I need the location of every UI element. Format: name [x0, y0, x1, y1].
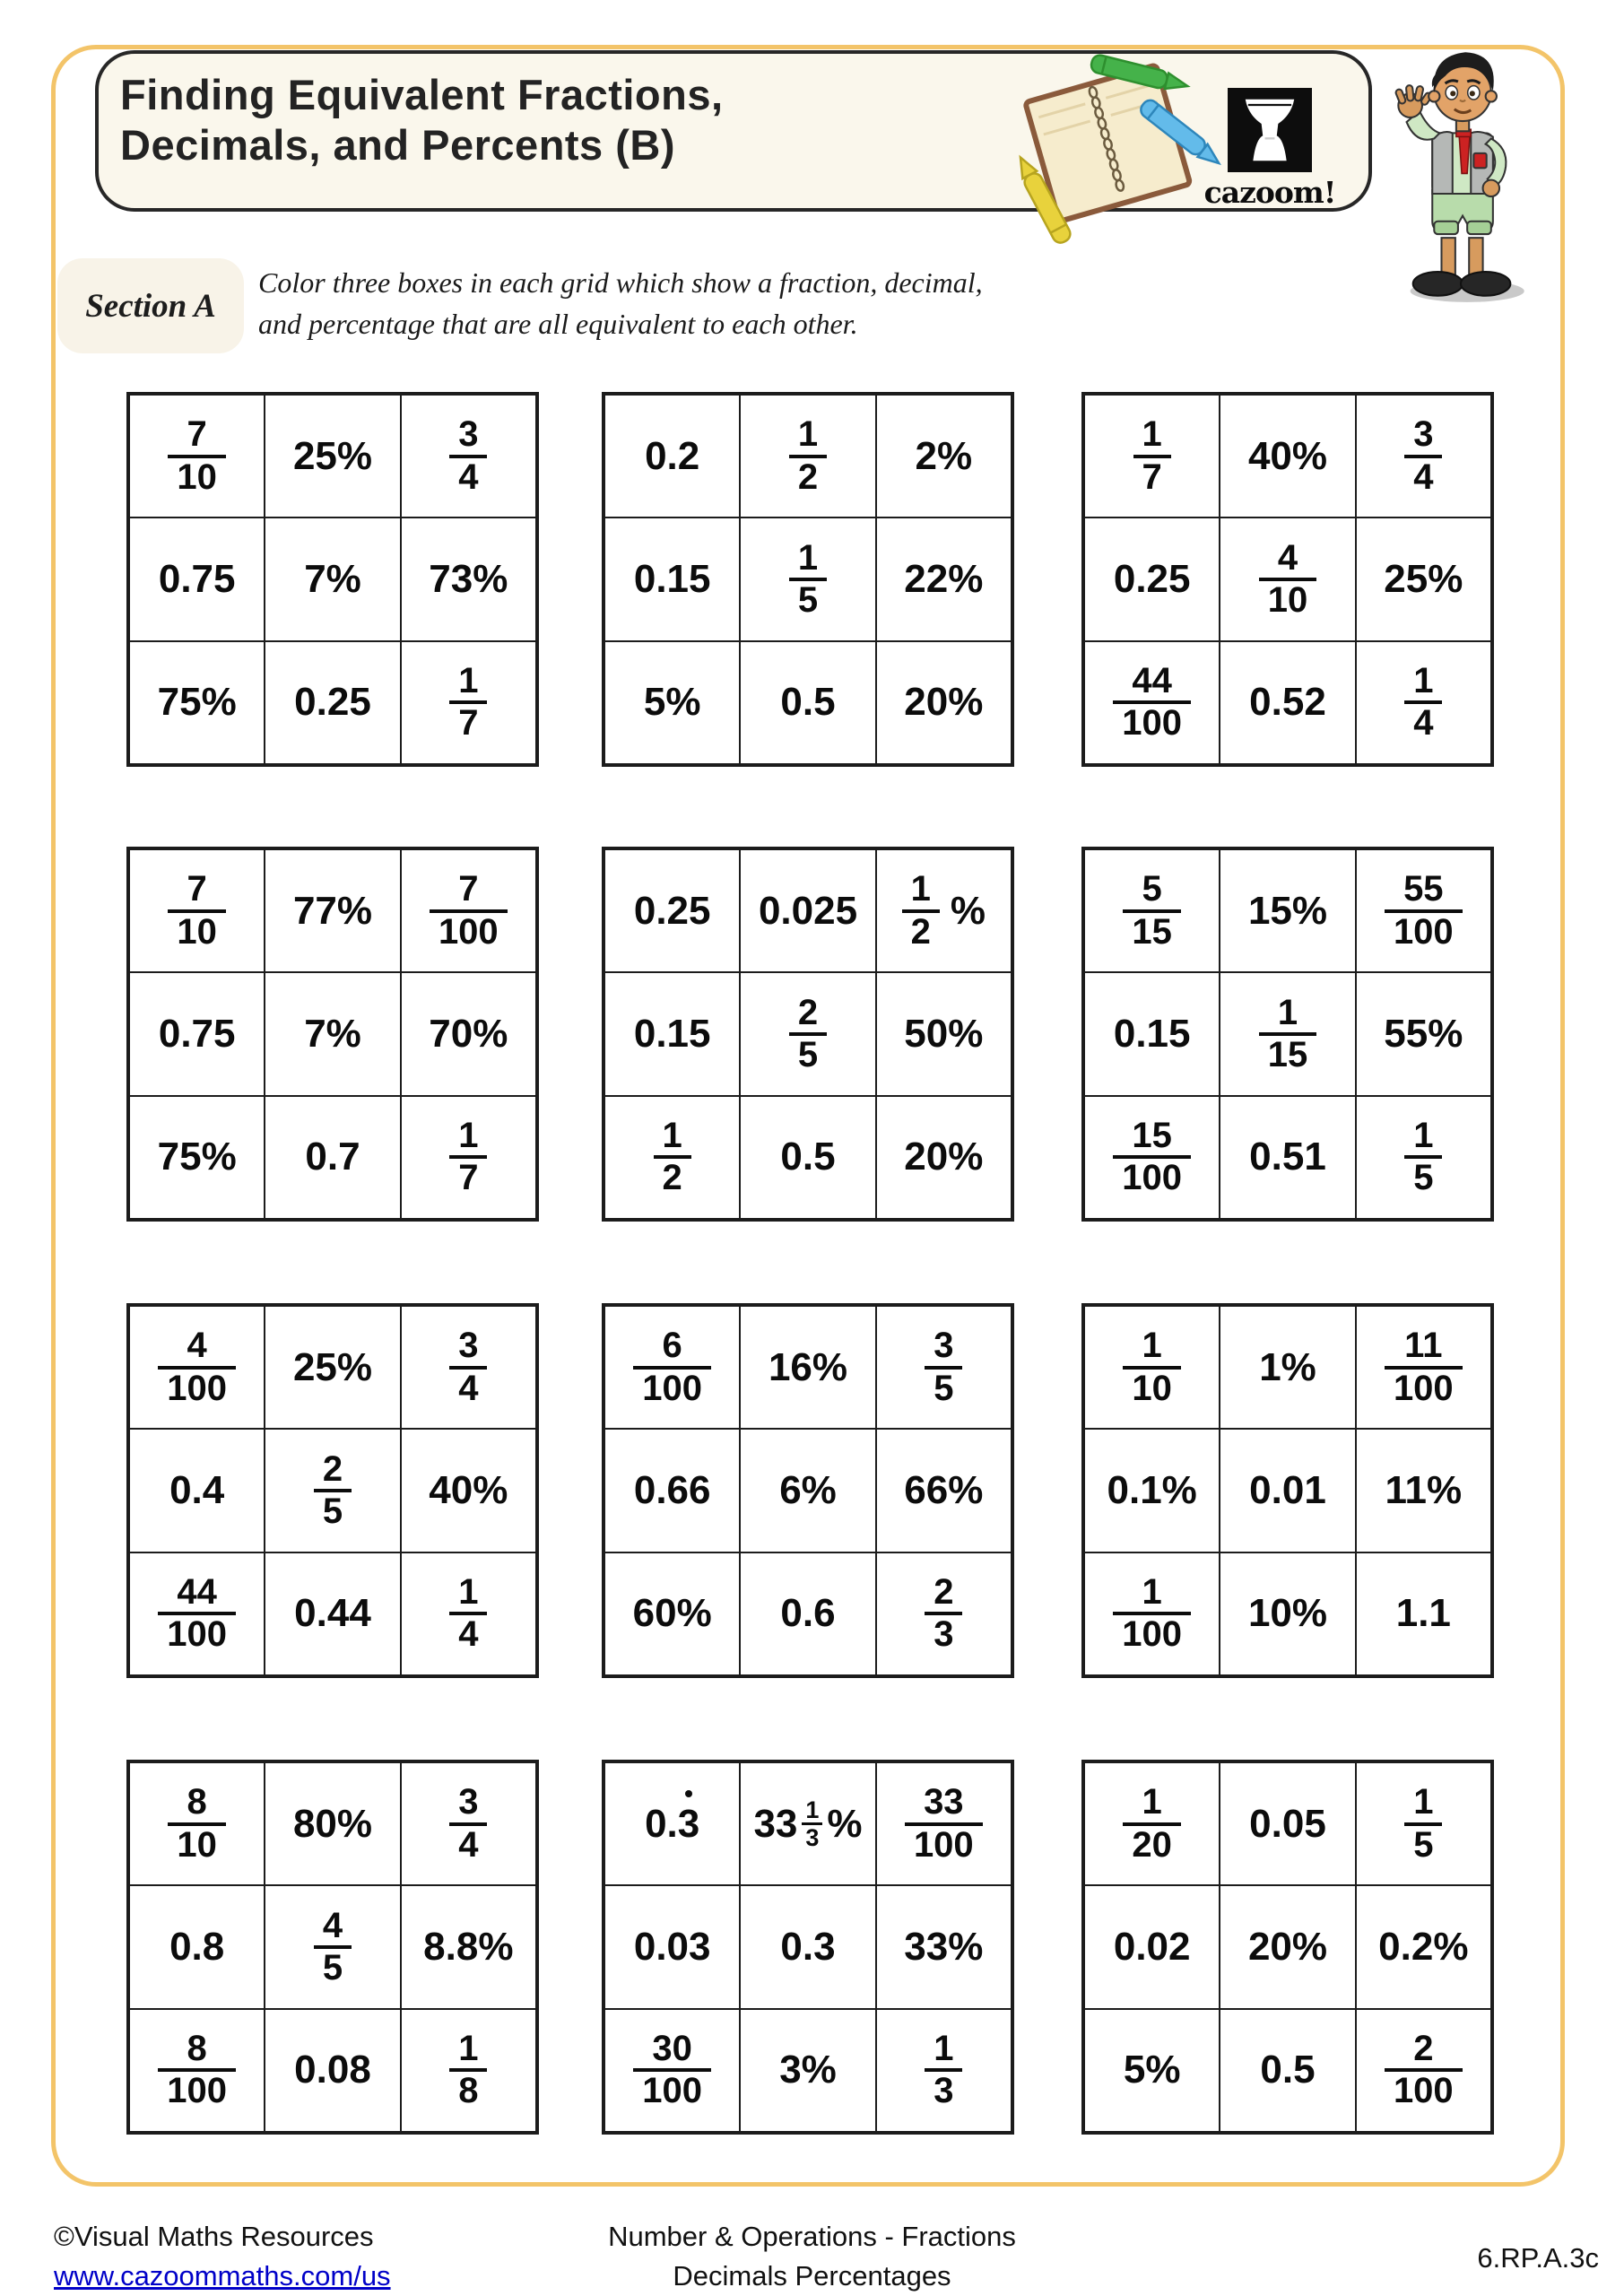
fraction-value: $\frac{1}{20}$	[1123, 1783, 1181, 1864]
fraction-value: $\frac{3}{5}$	[925, 1326, 962, 1407]
grid-cell[interactable]	[401, 972, 536, 1095]
equivalence-grid	[1081, 847, 1494, 1222]
cell-value: 0.25	[294, 680, 371, 725]
title-line-2: Decimals, and Percents (B)	[120, 121, 675, 170]
section-label	[57, 258, 244, 353]
fraction-value: $\frac{4}{5}$	[314, 1907, 352, 1987]
fraction-value: $\frac{1}{5}$	[1404, 1783, 1442, 1864]
grid-cell[interactable]	[1084, 972, 1220, 1095]
grid-cell[interactable]	[129, 1885, 265, 2008]
grid-cell[interactable]	[1084, 1552, 1220, 1675]
cell-value: 7%	[304, 1011, 361, 1056]
fraction-value: $\frac{1}{7}$	[1133, 415, 1171, 496]
cell-value: 0.15	[633, 1011, 711, 1056]
grid-cell[interactable]	[129, 1762, 265, 1885]
grid-cell[interactable]	[129, 1306, 265, 1429]
fraction-value: $\frac{30}{100}$	[633, 2030, 711, 2110]
cell-value: 1.1	[1395, 1591, 1451, 1636]
cell-value: 0.5	[1260, 2048, 1316, 2092]
equivalence-grid	[1081, 1303, 1494, 1678]
fraction-value: $\frac{6}{100}$	[633, 1326, 711, 1407]
grid-cell[interactable]	[876, 1762, 1012, 1885]
copyright-text: ©Visual Maths Resources	[54, 2221, 374, 2252]
grid-cell[interactable]	[740, 1885, 875, 2008]
grid-cell[interactable]	[1356, 849, 1491, 972]
grid-cell[interactable]	[265, 1885, 400, 2008]
recurring-decimal-value: 0.3	[645, 1801, 700, 1846]
grid-cell[interactable]	[1356, 395, 1491, 517]
grid-cell[interactable]	[1084, 395, 1220, 517]
mixed-number-percent-value	[753, 1797, 862, 1851]
grid-cell[interactable]	[265, 1306, 400, 1429]
fraction-value: $\frac{1}{4}$	[1404, 662, 1442, 743]
cell-value: 0.02	[1113, 1924, 1191, 1969]
grid-cell[interactable]	[265, 1762, 400, 1885]
instruction-line-2: and percentage that are all equivalent to each other.	[258, 308, 858, 341]
cell-value: 25%	[292, 433, 373, 478]
grid-cell[interactable]	[604, 1429, 740, 1552]
grid-cell[interactable]	[740, 849, 875, 972]
equivalence-grid	[602, 847, 1014, 1222]
grid-cell[interactable]	[1220, 641, 1355, 764]
cell-value: 20%	[904, 680, 984, 725]
grid-cell[interactable]	[401, 849, 536, 972]
cell-value: 25%	[1384, 556, 1463, 601]
grid-cell[interactable]	[604, 1306, 740, 1429]
grid-cell[interactable]	[876, 1552, 1012, 1675]
grid-cell[interactable]	[740, 1552, 875, 1675]
grid-cell[interactable]	[129, 517, 265, 640]
fraction-value: $\frac{1}{2}$	[902, 870, 940, 951]
cell-value: 50%	[904, 1011, 984, 1056]
fraction-value: $\frac{7}{100}$	[430, 870, 508, 951]
instruction-line-1: Color three boxes in each grid which show a fraction, decimal,	[258, 266, 983, 299]
cell-value: 33%	[904, 1924, 984, 1969]
fraction-value: $\frac{15}{100}$	[1113, 1117, 1191, 1197]
cell-value: 15%	[1247, 888, 1328, 933]
fraction-value: $\frac{1}{10}$	[1123, 1326, 1181, 1407]
grid-cell[interactable]	[401, 641, 536, 764]
fraction-value: $\frac{8}{10}$	[168, 1783, 226, 1864]
cell-value: 80%	[292, 1801, 373, 1846]
cell-value: 1%	[1259, 1344, 1316, 1389]
grid-cell[interactable]	[604, 849, 740, 972]
grid-cell[interactable]	[401, 517, 536, 640]
fraction-value: $\frac{1}{3}$	[802, 1797, 822, 1851]
fraction-value: $\frac{7}{10}$	[168, 870, 226, 951]
equivalence-grid	[126, 1303, 539, 1678]
fraction-value: $\frac{2}{100}$	[1385, 2030, 1463, 2110]
fraction-value: $\frac{1}{7}$	[449, 662, 487, 743]
topic-line-2: Decimals Percentages	[673, 2260, 951, 2292]
fraction-value: $\frac{1}{2}$	[789, 415, 827, 496]
fraction-value: $\frac{7}{10}$	[168, 415, 226, 496]
grid-cell[interactable]	[401, 1306, 536, 1429]
cell-value: 0.66	[633, 1467, 711, 1512]
grid-cell[interactable]	[1220, 2009, 1355, 2132]
grid-cell[interactable]	[1084, 1096, 1220, 1219]
cell-value: 0.05	[1249, 1801, 1326, 1846]
grid-cell[interactable]	[129, 641, 265, 764]
fraction-value: $\frac{8}{100}$	[158, 2030, 236, 2110]
grid-cell[interactable]	[1220, 972, 1355, 1095]
grid-cell[interactable]	[740, 2009, 875, 2132]
grid-cell[interactable]	[876, 641, 1012, 764]
grid-cell[interactable]	[1356, 1762, 1491, 1885]
grid-cell[interactable]	[740, 1306, 875, 1429]
grid-cell[interactable]	[740, 1429, 875, 1552]
grid-cell[interactable]	[401, 1762, 536, 1885]
notebook-crayons-icon	[1003, 47, 1227, 253]
cell-value: 0.8	[169, 1924, 225, 1969]
fraction-value: $\frac{1}{2}$	[654, 1117, 691, 1197]
fraction-value: $\frac{2}{3}$	[925, 1573, 962, 1654]
grid-cell[interactable]	[1220, 1096, 1355, 1219]
grid-cell[interactable]	[401, 395, 536, 517]
grid-cell[interactable]	[876, 849, 1012, 972]
cell-value: 0.3	[780, 1924, 836, 1969]
grid-cell[interactable]	[1084, 641, 1220, 764]
grid-cell[interactable]	[876, 395, 1012, 517]
grid-cell[interactable]	[401, 1885, 536, 2008]
grid-cell[interactable]	[401, 1429, 536, 1552]
fraction-value: $\frac{44}{100}$	[158, 1573, 236, 1654]
header	[95, 50, 1372, 212]
grid-cell[interactable]	[604, 517, 740, 640]
cell-value: 77%	[292, 888, 373, 933]
cell-value: 75%	[157, 1135, 237, 1179]
cell-value: 73%	[429, 556, 508, 601]
cell-value: %	[827, 1801, 863, 1846]
cell-value: 0.03	[633, 1924, 711, 1969]
cell-value: 0.15	[633, 556, 711, 601]
equivalence-grid	[1081, 1760, 1494, 2135]
fraction-percent-value	[902, 870, 986, 951]
grid-cell[interactable]	[265, 517, 400, 640]
cell-value: 60%	[632, 1591, 712, 1636]
logo-label: cazoom!	[1203, 175, 1336, 210]
cell-value: 11%	[1385, 1467, 1463, 1512]
equivalence-grid	[602, 1760, 1014, 2135]
fraction-value: $\frac{2}{5}$	[789, 994, 827, 1074]
grid-cell[interactable]	[1356, 1306, 1491, 1429]
grid-cell[interactable]	[1356, 1429, 1491, 1552]
equivalence-grid	[126, 847, 539, 1222]
fraction-value: $\frac{1}{5}$	[789, 539, 827, 620]
grid-cell[interactable]	[876, 517, 1012, 640]
equivalence-grid	[602, 392, 1014, 767]
grid-cell[interactable]	[129, 972, 265, 1095]
grid-cell[interactable]	[876, 1885, 1012, 2008]
fraction-value: $\frac{4}{100}$	[158, 1326, 236, 1407]
fraction-value: $\frac{3}{4}$	[449, 1326, 487, 1407]
cell-value: 10%	[1247, 1591, 1328, 1636]
cell-value: 0.1%	[1107, 1467, 1197, 1512]
cell-value: 0.2%	[1378, 1924, 1469, 1969]
grid-cell[interactable]	[1084, 2009, 1220, 2132]
standard-code: 6.RP.A.3c	[1477, 2242, 1599, 2274]
grid-cell[interactable]	[1220, 395, 1355, 517]
boy-mascot	[1381, 45, 1541, 307]
fraction-value: $\frac{4}{10}$	[1259, 539, 1317, 620]
grid-cell[interactable]	[1356, 1552, 1491, 1675]
grid-cell[interactable]	[129, 1552, 265, 1675]
djembe-icon	[1228, 88, 1312, 172]
grid-cell[interactable]	[740, 517, 875, 640]
cell-value: 70%	[429, 1011, 508, 1056]
grid-cell[interactable]	[129, 1429, 265, 1552]
cell-value: %	[950, 888, 986, 933]
cell-value: 66%	[904, 1467, 984, 1512]
cell-value: 0.08	[294, 2048, 371, 2092]
grid-cell[interactable]	[401, 2009, 536, 2132]
cell-value: 0.5	[780, 680, 836, 725]
section-label-text: Section A	[85, 287, 216, 325]
grid-cell[interactable]	[129, 849, 265, 972]
fraction-value: $\frac{33}{100}$	[905, 1783, 983, 1864]
grid-cell[interactable]	[1220, 1306, 1355, 1429]
fraction-value: $\frac{2}{5}$	[314, 1450, 352, 1531]
grid-cell[interactable]	[1084, 849, 1220, 972]
grid-cell[interactable]	[604, 1885, 740, 2008]
grid-cell[interactable]	[604, 1096, 740, 1219]
grid-cell[interactable]	[876, 1306, 1012, 1429]
grid-cell[interactable]	[1220, 849, 1355, 972]
cell-value: 20%	[1247, 1924, 1328, 1969]
grid-cell[interactable]	[1084, 1762, 1220, 1885]
equivalence-grid	[126, 392, 539, 767]
grid-cell[interactable]	[1356, 517, 1491, 640]
fraction-value: $\frac{1}{8}$	[449, 2030, 487, 2110]
grid-cell[interactable]	[1356, 972, 1491, 1095]
grid-cell[interactable]	[604, 1552, 740, 1675]
cell-value: 0.52	[1249, 680, 1326, 725]
footer-left	[54, 2217, 391, 2296]
grid-cell[interactable]	[1220, 1885, 1355, 2008]
cell-value: 6%	[779, 1467, 837, 1512]
grid-cell[interactable]	[604, 2009, 740, 2132]
fraction-value: $\frac{11}{100}$	[1385, 1326, 1463, 1407]
grid-cell[interactable]	[1084, 517, 1220, 640]
grid-cell[interactable]	[604, 972, 740, 1095]
grid-cell[interactable]	[1220, 1762, 1355, 1885]
grid-cell[interactable]	[604, 1762, 740, 1885]
grid-cell[interactable]	[1220, 1429, 1355, 1552]
grid-cell[interactable]	[129, 2009, 265, 2132]
cell-value: 0.75	[158, 1011, 236, 1056]
cell-value: 40%	[1247, 433, 1328, 478]
grid-cell[interactable]	[604, 395, 740, 517]
cell-value: 75%	[157, 680, 237, 725]
grid-cell[interactable]	[740, 641, 875, 764]
title-line-1: Finding Equivalent Fractions,	[120, 71, 724, 118]
grid-cell[interactable]	[1220, 517, 1355, 640]
fraction-value: $\frac{1}{5}$	[1404, 1117, 1442, 1197]
instructions	[258, 262, 1155, 345]
grid-cell[interactable]	[740, 1762, 875, 1885]
equivalence-grid	[1081, 392, 1494, 767]
grid-cell[interactable]	[265, 1096, 400, 1219]
cell-value: 0.51	[1249, 1135, 1326, 1179]
fraction-value: $\frac{3}{4}$	[449, 1783, 487, 1864]
fraction-value: $\frac{1}{4}$	[449, 1573, 487, 1654]
grid-cell[interactable]	[265, 2009, 400, 2132]
cell-value: 0.25	[633, 888, 711, 933]
cell-value: 0.6	[780, 1591, 836, 1636]
fraction-value: $\frac{1}{100}$	[1113, 1573, 1191, 1654]
cell-value: 8.8%	[423, 1924, 514, 1969]
cell-value: 2%	[915, 433, 973, 478]
equivalence-grid	[602, 1303, 1014, 1678]
fraction-value: $\frac{44}{100}$	[1113, 662, 1191, 743]
grid-cell[interactable]	[265, 1552, 400, 1675]
cell-value: 5%	[643, 680, 701, 725]
grid-cell[interactable]	[876, 2009, 1012, 2132]
grid-cell[interactable]	[1356, 1885, 1491, 2008]
grid-cell[interactable]	[265, 972, 400, 1095]
grid-cell[interactable]	[129, 1096, 265, 1219]
grid-cell[interactable]	[401, 1552, 536, 1675]
grid-cell[interactable]	[876, 1429, 1012, 1552]
cell-value: 0.7	[305, 1135, 360, 1179]
cell-value: 25%	[292, 1344, 373, 1389]
fraction-value: $\frac{55}{100}$	[1385, 870, 1463, 951]
cell-value: 33	[753, 1801, 798, 1846]
grid-cell[interactable]	[740, 395, 875, 517]
fraction-value: $\frac{1}{7}$	[449, 1117, 487, 1197]
grid-cell[interactable]	[1356, 1096, 1491, 1219]
cell-value: 16%	[768, 1344, 848, 1389]
grid-cell[interactable]	[401, 1096, 536, 1219]
grid-cell[interactable]	[265, 1429, 400, 1552]
grid-cell[interactable]	[1084, 1429, 1220, 1552]
cazoom-logo	[1198, 88, 1342, 210]
cell-value: 20%	[904, 1135, 984, 1179]
cell-value: 0.15	[1113, 1011, 1191, 1056]
grid-cell[interactable]	[1356, 2009, 1491, 2132]
grid-cell[interactable]	[876, 1096, 1012, 1219]
grid-cell[interactable]	[1084, 1885, 1220, 2008]
cell-value: 40%	[429, 1467, 508, 1512]
fraction-value: $\frac{1}{15}$	[1259, 994, 1317, 1074]
cell-value: 0.4	[169, 1467, 225, 1512]
topic-line-1: Number & Operations - Fractions	[608, 2221, 1016, 2252]
grid-cell[interactable]	[740, 1096, 875, 1219]
cell-value: 7%	[304, 556, 361, 601]
fraction-value: $\frac{1}{3}$	[925, 2030, 962, 2110]
grid-cell[interactable]	[740, 972, 875, 1095]
grid-cell[interactable]	[265, 849, 400, 972]
website-link[interactable]: www.cazoommaths.com/us	[54, 2260, 391, 2292]
cell-value: 55%	[1384, 1011, 1463, 1056]
cell-value: 0.2	[645, 433, 700, 478]
fraction-value: $\frac{3}{4}$	[1404, 415, 1442, 496]
cell-value: 0.25	[1113, 556, 1191, 601]
cell-value: 5%	[1123, 2048, 1181, 2092]
cell-value: 0.01	[1249, 1467, 1326, 1512]
grid-cell[interactable]	[265, 395, 400, 517]
grid-cell[interactable]	[265, 641, 400, 764]
equivalence-grid	[126, 1760, 539, 2135]
cell-value: 22%	[904, 556, 984, 601]
grid-cell[interactable]	[1356, 641, 1491, 764]
grid-cell[interactable]	[876, 972, 1012, 1095]
grid-cell[interactable]	[604, 641, 740, 764]
grid-cell[interactable]	[1220, 1552, 1355, 1675]
cell-value: 0.025	[758, 888, 858, 933]
fraction-value: $\frac{5}{15}$	[1123, 870, 1181, 951]
grid-cell[interactable]	[1084, 1306, 1220, 1429]
cell-value: 0.5	[780, 1135, 836, 1179]
grid-cell[interactable]	[129, 395, 265, 517]
cell-value: 0.75	[158, 556, 236, 601]
cell-value: 3%	[779, 2048, 837, 2092]
cell-value: 0.44	[294, 1591, 371, 1636]
page-title	[120, 70, 724, 171]
fraction-value: $\frac{3}{4}$	[449, 415, 487, 496]
